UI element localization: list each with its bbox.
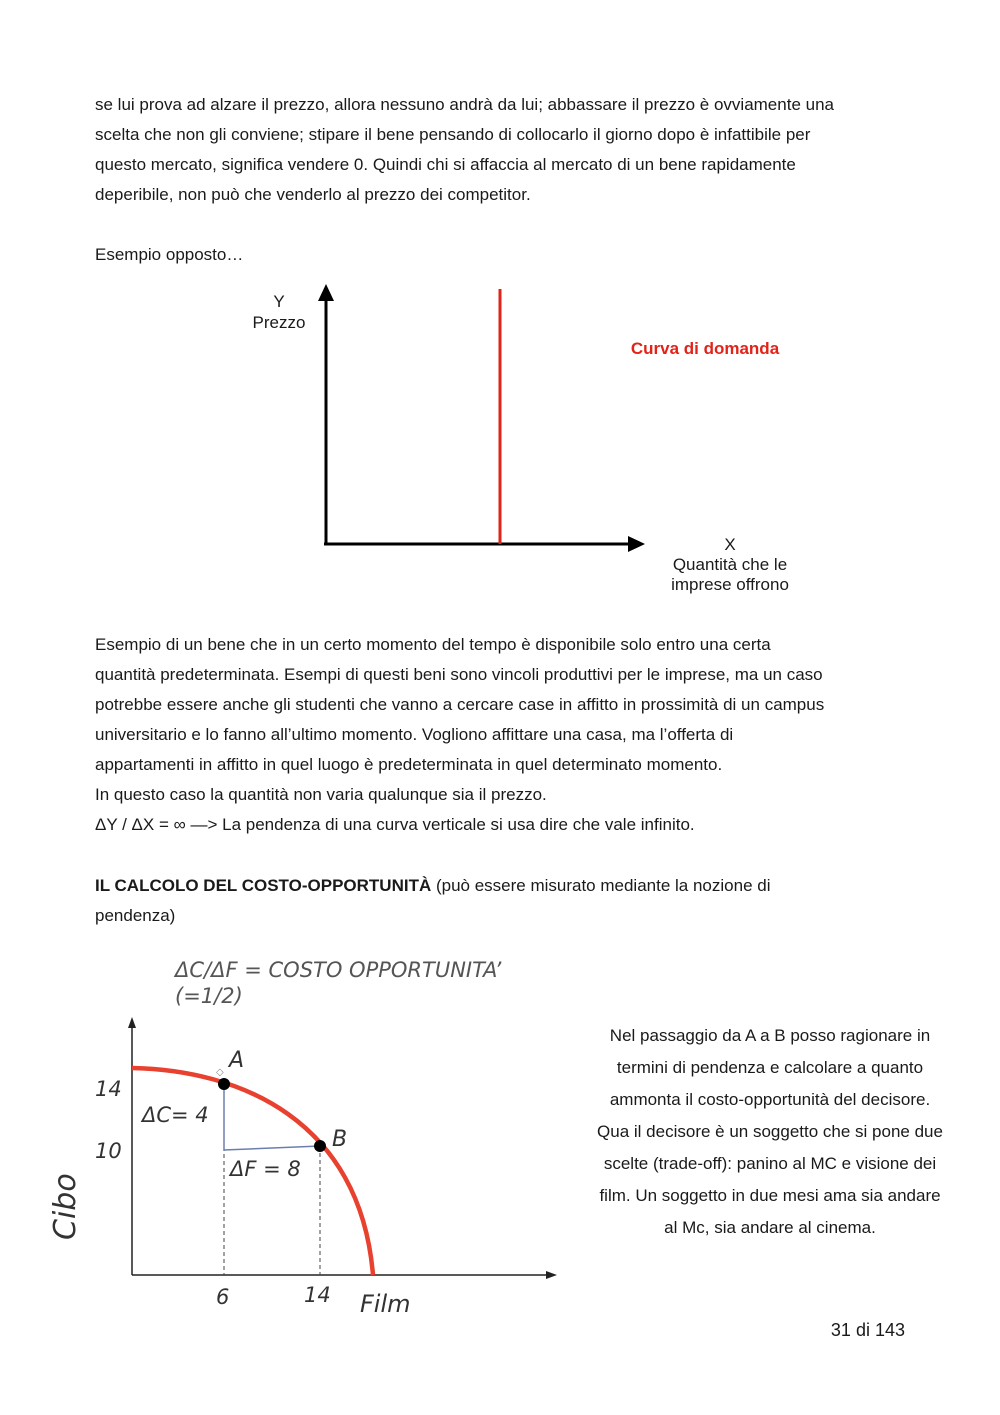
x-tick-14: 14 [304,1283,331,1307]
point-a-small-marker: ◇ [216,1067,224,1078]
text-line: ammonta il costo-opportunità del decisore. [609,1090,931,1109]
x-tick-6: 6 [216,1285,230,1309]
text-line: Esempio di un bene che in un certo momento del tempo è disponibile solo entro una certa [95,635,771,654]
text-line: potrebbe essere anche gli studenti che vanno a cercare case in affitto in prossimità di un campus [95,695,825,714]
ppf-y-axis-arrowhead [128,1017,136,1028]
text-line: scelta che non gli conviene; stipare il bene pensando di collocarlo il giorno dopo è infattibile per [95,125,811,144]
y-axis-letter: Y [273,292,285,311]
text-line: deperibile, non può che venderlo al prezzo dei competitor. [95,185,531,204]
delta-c-label: ΔC= 4 [142,1103,209,1127]
text-line: Qua il decisore è un soggetto che si pone due [597,1122,943,1141]
delta-f-line [224,1146,320,1150]
side-explanation [572,1020,968,1244]
text-line: appartamenti in affitto in quel luogo è predeterminata in quel determinato momento. [95,755,723,774]
point-a-label: A [229,1048,245,1073]
page-number: 31 di 143 [830,1320,905,1340]
text-line: al Mc, sia andare al cinema. [664,1218,876,1237]
text-line: In questo caso la quantità non varia qualunque sia il prezzo. [95,785,547,804]
point-b-marker [314,1140,326,1152]
text-line: termini di pendenza e calcolare a quanto [616,1058,924,1077]
ppf-y-label: Cibo [48,1173,83,1240]
curve-label: Curva di domanda [630,339,780,358]
point-a-marker [218,1078,230,1090]
x-axis-label-line2: imprese offrono [671,575,789,594]
y-tick-14: 14 [95,1077,122,1101]
ppf-x-label: Film [360,1290,411,1318]
ppf-x-axis-arrowhead [546,1271,557,1279]
example-heading: Esempio opposto… [95,245,244,264]
y-tick-10: 10 [95,1139,122,1163]
ppf-formula-value: (=1/2) [175,984,243,1008]
section-title: IL CALCOLO DEL COSTO-OPPORTUNITÀ [95,876,432,895]
ppf-formula: ΔC/ΔF = COSTO OPPORTUNITA’ [175,958,502,982]
x-axis-label-line1: Quantità che le [672,555,788,574]
text-line: Nel passaggio da A a B posso ragionare in [609,1026,931,1045]
delta-f-label: ΔF = 8 [230,1157,301,1181]
point-b-label: B [332,1127,348,1152]
section-heading-line2: pendenza) [95,906,176,925]
text-line: ΔY / ΔX = ∞ —> La pendenza di una curva verticale si usa dire che vale infinito. [95,815,695,834]
y-axis-label: Prezzo [252,313,306,332]
text-line: quantità predeterminata. Esempi di questi beni sono vincoli produttivi per le imprese, ma un caso [95,665,823,684]
text-line: questo mercato, significa vendere 0. Quindi chi si affaccia al mercato di un bene rapidamente [95,155,796,174]
text-line: se lui prova ad alzare il prezzo, allora nessuno andrà da lui; abbassare il prezzo è ovviamente una [95,95,834,114]
text-line: universitario e lo fanno all’ultimo momento. Vogliono affittare una casa, ma l’offerta di [95,725,734,744]
text-line: film. Un soggetto in due mesi ama sia andare [599,1186,941,1205]
x-axis-letter: X [724,535,736,554]
text-line: scelte (trade-off): panino al MC e visione dei [603,1154,937,1173]
section-title-rest: (può essere misurato mediante la nozione di [431,876,771,895]
